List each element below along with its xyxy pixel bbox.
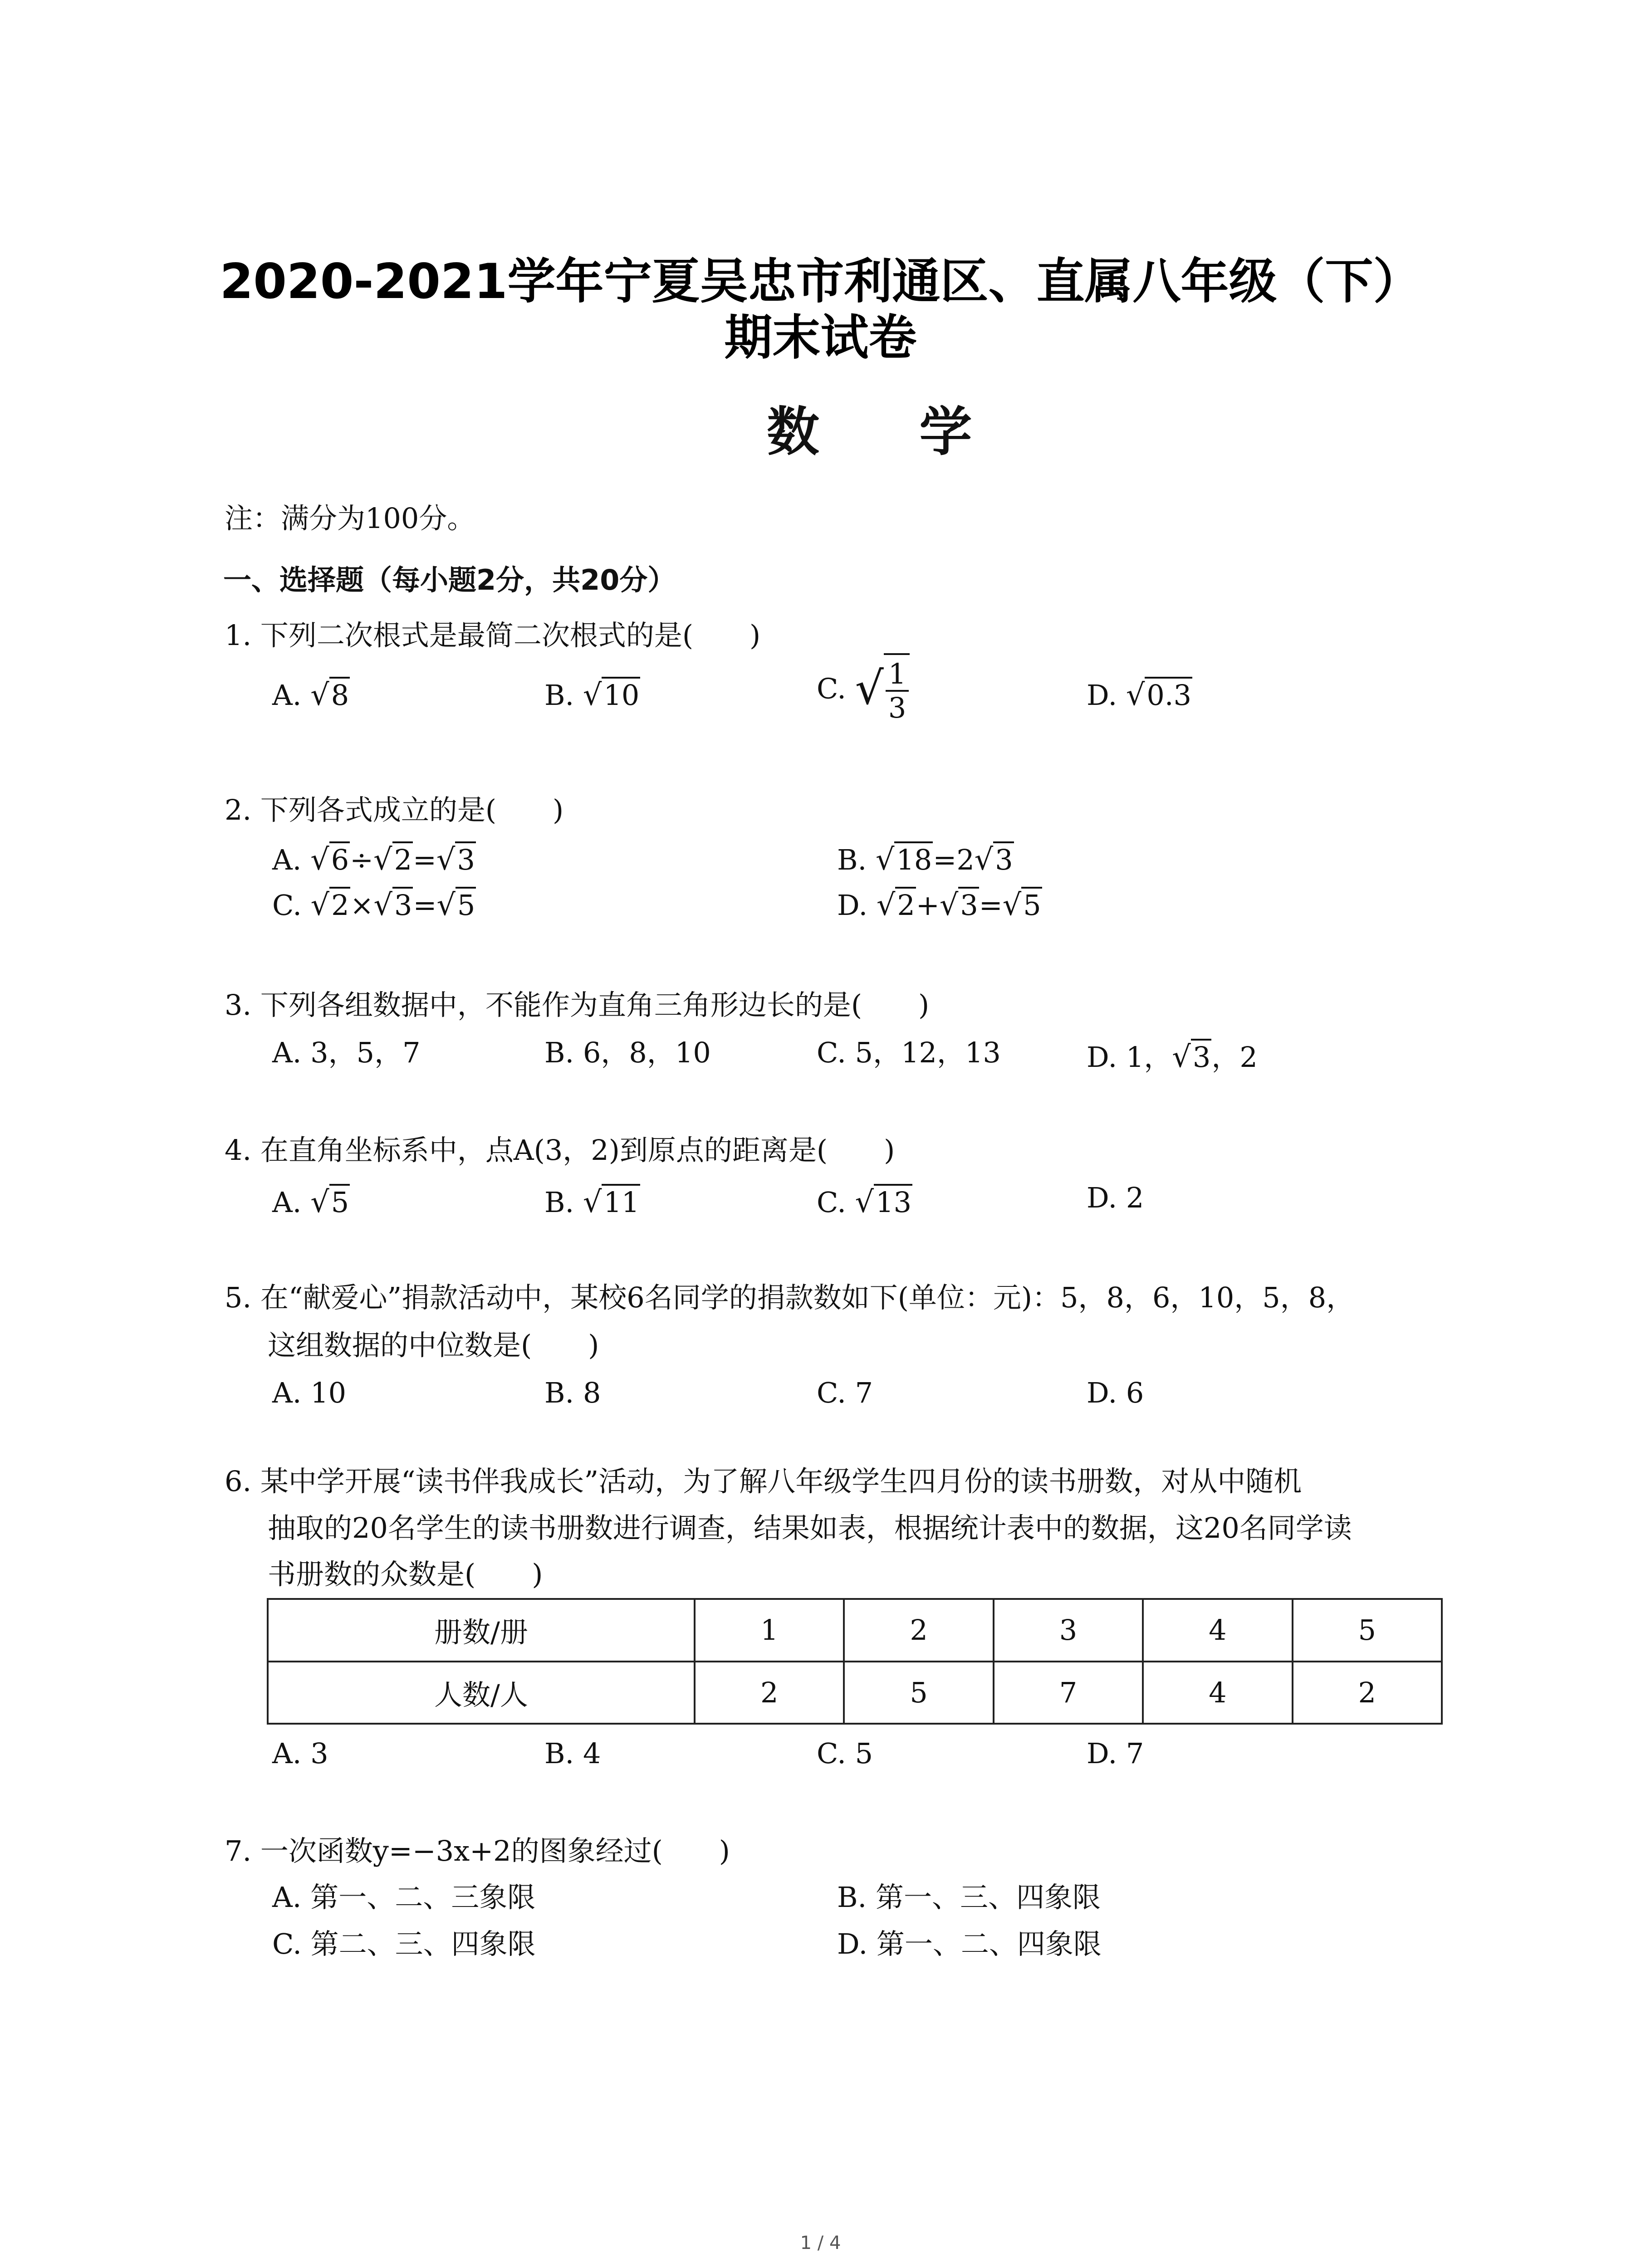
radicand: 3 <box>1191 1039 1211 1071</box>
option-label: B. <box>837 843 867 876</box>
q2-option-a <box>272 841 476 875</box>
radicand: 18 <box>894 841 933 874</box>
question-3-stem: 3. 下列各组数据中，不能作为直角三角形边长的是( ) <box>225 988 930 1022</box>
q7-option-b: B. 第一、三、四象限 <box>837 1881 1101 1914</box>
q2-option-b <box>837 841 1014 875</box>
radicand: 13 <box>874 1184 912 1217</box>
q6-option-a: A. 3 <box>272 1737 328 1770</box>
radical: √10 <box>583 677 640 710</box>
option-text: ，2 <box>1211 1041 1258 1074</box>
radical: √5 <box>310 1184 350 1217</box>
equals: = <box>979 889 1003 922</box>
table-cell: 2 <box>1293 1662 1442 1724</box>
radical: √6 <box>310 841 350 875</box>
q2-option-c <box>272 887 476 920</box>
table-cell: 3 <box>994 1599 1143 1662</box>
option-label: C. <box>817 1186 846 1219</box>
exam-title-line2: 期末试卷 <box>724 310 917 366</box>
subject-title: 数 学 <box>767 401 1013 463</box>
q6-option-b: B. 4 <box>544 1737 601 1770</box>
equals: = <box>413 889 437 922</box>
option-label: B. <box>544 679 574 712</box>
q3-option-c: C. 5，12，13 <box>817 1036 1001 1069</box>
q5-option-d: D. 6 <box>1087 1376 1144 1409</box>
exam-title-line1: 2020-2021学年宁夏吴忠市利通区、直属八年级（下） <box>220 254 1421 309</box>
option-label: D. <box>1087 679 1117 712</box>
option-label: A. <box>272 1186 302 1219</box>
radicand: 3 <box>993 841 1014 874</box>
radical: √3 <box>940 887 979 920</box>
radical: √2 <box>311 887 350 920</box>
equals: = <box>413 843 436 876</box>
table-row-label: 册数/册 <box>268 1599 695 1662</box>
option-label: C. <box>817 672 846 705</box>
question-1-stem: 1. 下列二次根式是最简二次根式的是( ) <box>225 619 761 652</box>
radical: √5 <box>436 887 476 920</box>
q1-option-d <box>1087 677 1192 710</box>
table-row <box>268 1599 1442 1662</box>
fraction <box>886 658 909 724</box>
radicand: 6 <box>329 841 350 874</box>
radicand: 3 <box>958 887 979 919</box>
table-row <box>268 1662 1442 1724</box>
q7-option-c: C. 第二、三、四象限 <box>272 1927 536 1960</box>
question-6-stem-line1: 6. 某中学开展“读书伴我成长”活动，为了解八年级学生四月份的读书册数，对从中随机 <box>225 1465 1302 1498</box>
radical: √ $\frac{1}{3}$ <box>855 653 910 724</box>
score-note: 注：满分为100分。 <box>225 502 475 535</box>
q1-option-a <box>272 677 350 710</box>
radical: √3 <box>975 841 1014 875</box>
radicand: 5 <box>456 887 476 919</box>
radical: √3 <box>436 841 476 875</box>
radical: √5 <box>1003 887 1042 920</box>
radicand: 5 <box>329 1184 350 1217</box>
radical: √3 <box>374 887 413 920</box>
question-7-stem: 7. 一次函数y=−3x+2的图象经过( ) <box>225 1834 730 1867</box>
table-cell: 5 <box>844 1662 993 1724</box>
radicand: 0.3 <box>1145 677 1192 709</box>
q5-option-a: A. 10 <box>272 1376 347 1409</box>
radicand: 10 <box>602 677 640 709</box>
question-5-stem-line1: 5. 在“献爱心”捐款活动中，某校6名同学的捐款数如下(单位：元)：5，8，6，10，5，8， <box>225 1281 1355 1314</box>
operator: × <box>350 889 374 922</box>
table-cell: 5 <box>1293 1599 1442 1662</box>
q7-option-a: A. 第一、二、三象限 <box>272 1881 536 1914</box>
q1-option-b <box>544 677 640 710</box>
operator: + <box>916 889 940 922</box>
equals: =2 <box>933 843 975 876</box>
radicand: 2 <box>895 887 916 919</box>
radical: √3 <box>1172 1039 1211 1072</box>
radical: √11 <box>583 1184 640 1217</box>
numerator: 1 <box>886 658 909 692</box>
option-text: D. 1， <box>1087 1041 1172 1074</box>
option-label: D. <box>837 889 868 922</box>
q6-option-d: D. 7 <box>1087 1737 1144 1770</box>
denominator: 3 <box>888 691 906 725</box>
q4-option-d: D. 2 <box>1087 1181 1144 1214</box>
reading-stats-table <box>267 1598 1443 1725</box>
radical: √8 <box>310 677 350 710</box>
option-label: B. <box>544 1186 574 1219</box>
option-label: A. <box>272 843 302 876</box>
q6-option-c: C. 5 <box>817 1737 873 1770</box>
table-cell: 7 <box>994 1662 1143 1724</box>
radicand: 3 <box>392 887 413 919</box>
radical: √2 <box>877 887 916 920</box>
table-row-label: 人数/人 <box>268 1662 695 1724</box>
q5-option-c: C. 7 <box>817 1376 873 1409</box>
radicand: 11 <box>602 1184 640 1217</box>
page-number: 1 / 4 <box>800 2233 841 2253</box>
q4-option-b <box>544 1184 640 1217</box>
question-6-stem-line3: 书册数的众数是( ) <box>268 1558 543 1591</box>
question-2-stem: 2. 下列各式成立的是( ) <box>225 793 564 826</box>
q3-option-b: B. 6，8，10 <box>544 1036 711 1069</box>
table-cell: 4 <box>1143 1662 1292 1724</box>
radical: √18 <box>876 841 933 875</box>
q5-option-b: B. 8 <box>544 1376 601 1409</box>
operator: ÷ <box>350 843 374 876</box>
q1-option-c <box>817 653 910 724</box>
question-6-stem-line2: 抽取的20名学生的读书册数进行调查，结果如表，根据统计表中的数据，这20名同学读 <box>268 1511 1352 1545</box>
radicand: 2 <box>392 841 413 874</box>
radicand: 2 <box>329 887 350 919</box>
table-cell: 2 <box>844 1599 993 1662</box>
radical: √2 <box>373 841 413 875</box>
q2-option-d <box>837 887 1042 920</box>
radicand: 5 <box>1021 887 1042 919</box>
radicand: 3 <box>455 841 475 874</box>
q4-option-a <box>272 1184 350 1217</box>
option-label: A. <box>272 679 302 712</box>
radical: √0.3 <box>1126 677 1192 710</box>
table-cell: 1 <box>695 1599 844 1662</box>
q3-option-a: A. 3，5，7 <box>272 1036 421 1069</box>
q7-option-d: D. 第一、二、四象限 <box>837 1927 1102 1960</box>
option-label: C. <box>272 889 302 922</box>
radicand: 8 <box>329 677 350 709</box>
question-5-stem-line2: 这组数据的中位数是( ) <box>268 1329 599 1362</box>
q3-option-d <box>1087 1039 1258 1072</box>
section-heading: 一、选择题（每小题2分，共20分） <box>223 563 676 596</box>
question-4-stem: 4. 在直角坐标系中，点A(3，2)到原点的距离是( ) <box>225 1134 895 1167</box>
radical: √13 <box>855 1184 912 1217</box>
q4-option-c <box>817 1184 912 1217</box>
table-cell: 4 <box>1143 1599 1292 1662</box>
table-cell: 2 <box>695 1662 844 1724</box>
